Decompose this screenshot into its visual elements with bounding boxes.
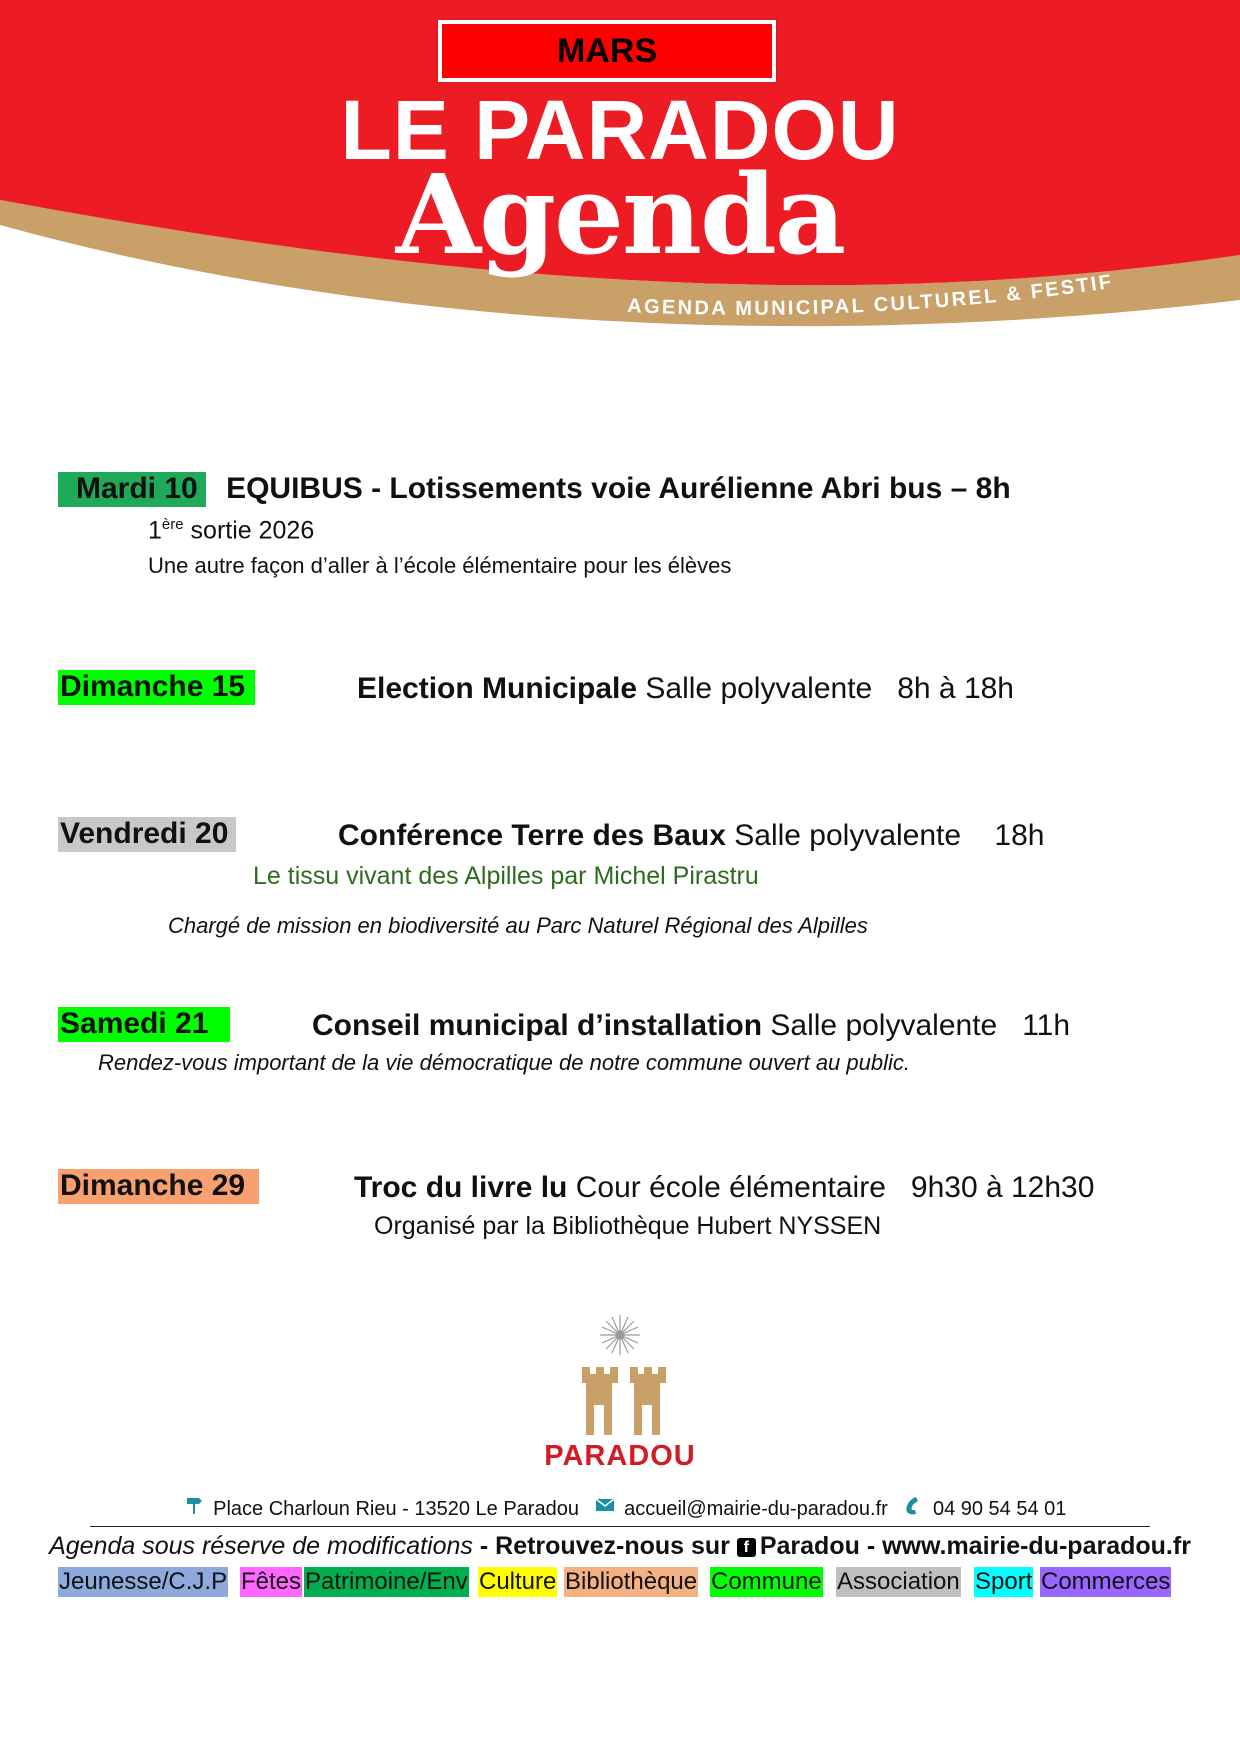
legend-fetes: Fêtes bbox=[241, 1568, 302, 1595]
event-title: Conférence Terre des Baux bbox=[338, 819, 726, 852]
event-title: Election Municipale bbox=[357, 672, 638, 705]
event-place: Salle polyvalente 18h bbox=[725, 819, 1045, 852]
event-subtitle: Organisé par la Bibliothèque Hubert NYSSEN bbox=[374, 1212, 882, 1240]
signpost-icon bbox=[184, 1495, 204, 1515]
town-title: LE PARADOU bbox=[340, 83, 900, 177]
event-description: Rendez-vous important de la vie démocratique de notre commune ouvert au public. bbox=[98, 1050, 911, 1075]
day-tag: Mardi 10 bbox=[58, 472, 206, 507]
day-tag: Dimanche 29 bbox=[58, 1169, 259, 1204]
event-subtitle: Le tissu vivant des Alpilles par Michel Pirastru bbox=[253, 862, 759, 890]
tagline bbox=[622, 272, 1142, 332]
legend-association: Association bbox=[837, 1568, 960, 1595]
email-link[interactable]: accueil@mairie-du-paradou.fr bbox=[624, 1498, 888, 1521]
month-label: MARS bbox=[438, 20, 776, 82]
star-icon bbox=[600, 1315, 640, 1355]
phone-icon bbox=[903, 1495, 923, 1515]
day-tag: Dimanche 15 bbox=[58, 670, 255, 705]
event-title: Conseil municipal d’installation bbox=[312, 1009, 763, 1042]
facebook-icon: f bbox=[737, 1538, 756, 1557]
agenda-title: Agenda bbox=[395, 150, 845, 279]
towers-icon bbox=[582, 1367, 666, 1435]
category-legend bbox=[58, 1567, 1198, 1599]
event-first-outing: 1ère sortie 2026 bbox=[148, 516, 315, 545]
legend-jeunesse: Jeunesse/C.J.P bbox=[59, 1568, 228, 1595]
tagline-text: AGENDA MUNICIPAL CULTUREL & FESTIF bbox=[626, 272, 1115, 320]
address: Place Charloun Rieu - 13520 Le Paradou bbox=[213, 1498, 579, 1521]
phone-number: 04 90 54 54 01 bbox=[932, 1498, 1067, 1521]
website-link[interactable]: - www.mairie-du-paradou.fr bbox=[859, 1532, 1191, 1560]
contact-line bbox=[0, 1495, 1240, 1521]
legend-commune: Commune bbox=[711, 1568, 822, 1595]
event-title: Troc du livre lu bbox=[354, 1171, 568, 1204]
mail-icon bbox=[595, 1495, 615, 1515]
day-tag: Samedi 21 bbox=[58, 1007, 230, 1042]
legend-sport: Sport bbox=[975, 1568, 1033, 1595]
legend-commerces: Commerces bbox=[1041, 1568, 1171, 1595]
facebook-link[interactable]: Paradou bbox=[759, 1532, 860, 1560]
event-place: Salle polyvalente 11h bbox=[762, 1009, 1071, 1042]
divider bbox=[90, 1526, 1150, 1527]
event-description: Une autre façon d’aller à l’école élémentaire pour les élèves bbox=[148, 553, 732, 578]
legend-culture: Culture bbox=[479, 1568, 557, 1595]
follow-text: - Retrouvez-nous sur bbox=[472, 1532, 737, 1560]
disclaimer: Agenda sous réserve de modifications bbox=[49, 1532, 473, 1560]
day-tag: Vendredi 20 bbox=[58, 817, 236, 852]
event-place: Cour école élémentaire 9h30 à 12h30 bbox=[567, 1171, 1095, 1204]
svg-text:AGENDA MUNICIPAL CULTUREL & FE bbox=[627, 272, 1115, 320]
event-place: Salle polyvalente 8h à 18h bbox=[637, 672, 1014, 705]
brand-name: PARADOU bbox=[544, 1440, 696, 1472]
event-description: Chargé de mission en biodiversité au Parc Naturel Régional des Alpilles bbox=[168, 913, 868, 938]
event-title: EQUIBUS - Lotissements voie Aurélienne Abri bus – 8h bbox=[226, 472, 1011, 505]
legend-patrimoine: Patrimoine/Env bbox=[305, 1568, 468, 1595]
footer-line bbox=[0, 1532, 1240, 1561]
legend-bibliotheque: Bibliothèque bbox=[565, 1568, 698, 1595]
